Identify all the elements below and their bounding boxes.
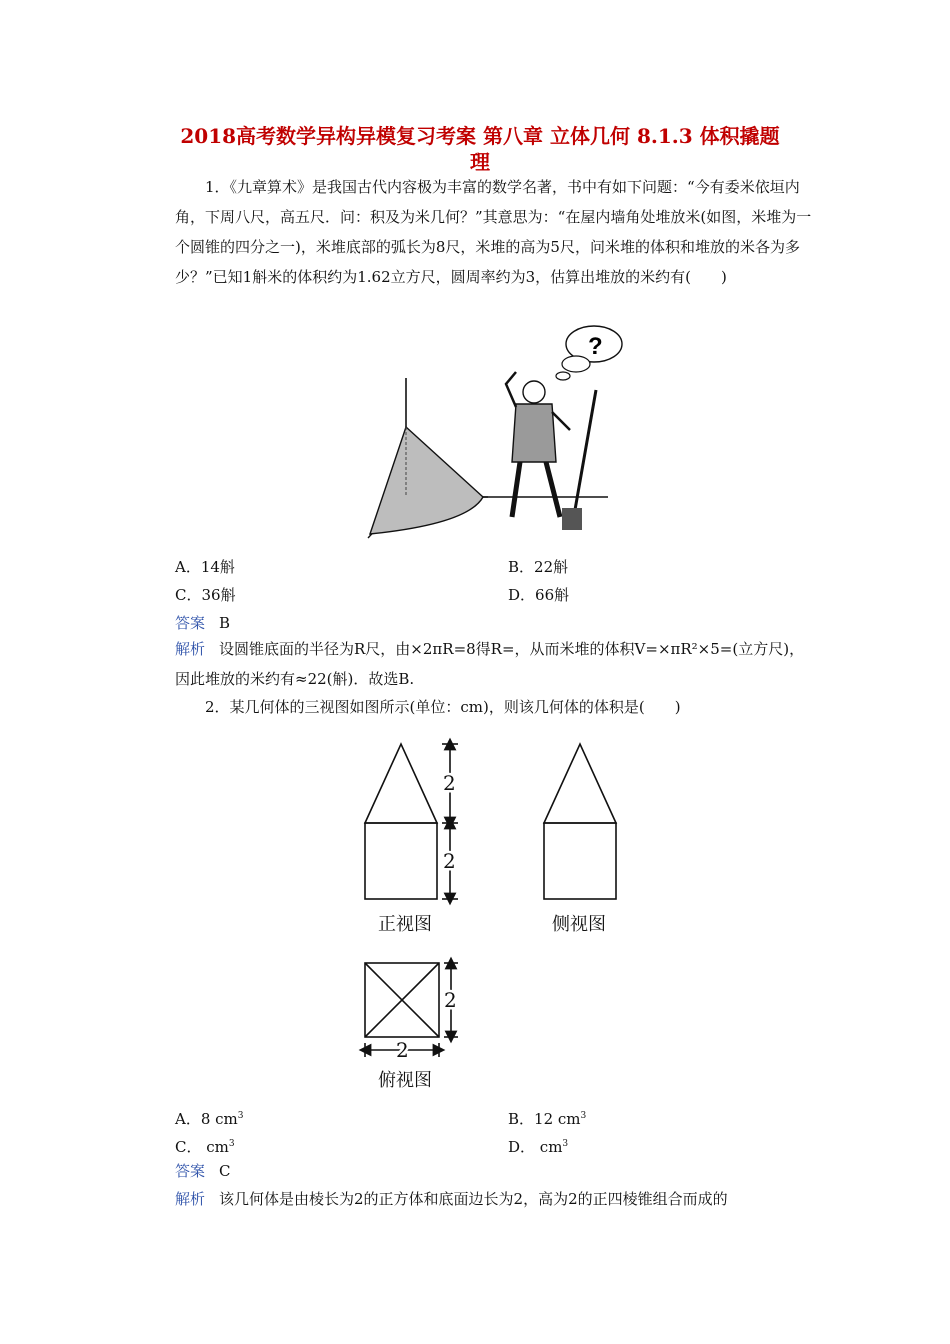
q2-option-c	[175, 1133, 235, 1158]
dim-top-side: 2	[444, 988, 457, 1012]
unit-superscript: 3	[562, 1139, 569, 1149]
top-view-label: 俯视图	[378, 1070, 432, 1091]
unit-superscript: 3	[228, 1139, 235, 1149]
answer-value: B	[219, 614, 231, 632]
side-view	[544, 744, 616, 899]
title-line-2: 理	[470, 150, 490, 174]
three-view-figure	[340, 726, 646, 1098]
svg-text:?: ?	[588, 333, 603, 360]
q2-analysis	[175, 1188, 815, 1210]
analysis-label: 解析	[175, 1190, 206, 1208]
analysis-text: 该几何体是由棱长为2的正方体和底面边长为2，高为2的正四棱锥组合而成的	[219, 1190, 728, 1208]
q1-analysis	[175, 634, 815, 694]
title-line-1: 2018高考数学异构异模复习考案 第八章 立体几何 8.1.3 体积撬题	[180, 124, 780, 148]
answer-label: 答案	[175, 614, 206, 632]
q2-option-a	[175, 1105, 244, 1130]
q2-option-d-text: D． cm	[508, 1138, 563, 1156]
q2-option-b	[508, 1105, 586, 1130]
q1-option-b: B．22斛	[508, 558, 569, 576]
analysis-label: 解析	[175, 640, 206, 658]
unit-superscript: 3	[237, 1111, 244, 1121]
q1-answer	[175, 612, 230, 634]
question-1-text: 1．《九章算术》是我国古代内容极为丰富的数学名著，书中有如下问题：“今有委米依垣内角，下周八尺，高五尺．问：积及为米几何？”其意思为：“在屋内墙角处堆放米(如图，米堆为一个圆锥的四分之一)，米堆底部的弧长为8尺，米堆的高为5尺，问米堆的体积和堆放的米各为多少？”已知1斛米的体积约为1.62立方尺，圆周率约为3，估算出堆放的米约有( )	[175, 178, 812, 286]
analysis-text: 设圆锥底面的半径为R尺，由×2πR=8得R=，从而米堆的体积V=×πR²×5=(立方尺)，因此堆放的米约有≈22(斛)．故选B.	[175, 640, 805, 688]
dim-cube-height: 2	[443, 849, 456, 873]
q2-answer	[175, 1160, 231, 1182]
question-2-text: 2．某几何体的三视图如图所示(单位：cm)，则该几何体的体积是( )	[205, 698, 681, 716]
q1-option-d: D．66斛	[508, 586, 570, 604]
answer-value: C	[219, 1162, 231, 1180]
q2-option-c-text: C． cm	[175, 1138, 229, 1156]
q2-option-a-text: A．8 cm	[175, 1110, 238, 1128]
question-1-figure	[348, 312, 634, 552]
dim-pyramid-height: 2	[443, 771, 456, 795]
page-title	[140, 123, 820, 175]
unit-superscript: 3	[580, 1111, 587, 1121]
side-view-label: 侧视图	[552, 914, 606, 935]
q2-option-d	[508, 1133, 568, 1158]
front-view-label: 正视图	[378, 914, 432, 935]
q1-option-c: C．36斛	[175, 586, 236, 604]
front-view	[365, 744, 458, 899]
q2-option-b-text: B．12 cm	[508, 1110, 581, 1128]
q1-option-a: A．14斛	[175, 558, 235, 576]
dim-top-bottom: 2	[396, 1038, 409, 1062]
answer-label: 答案	[175, 1162, 206, 1180]
